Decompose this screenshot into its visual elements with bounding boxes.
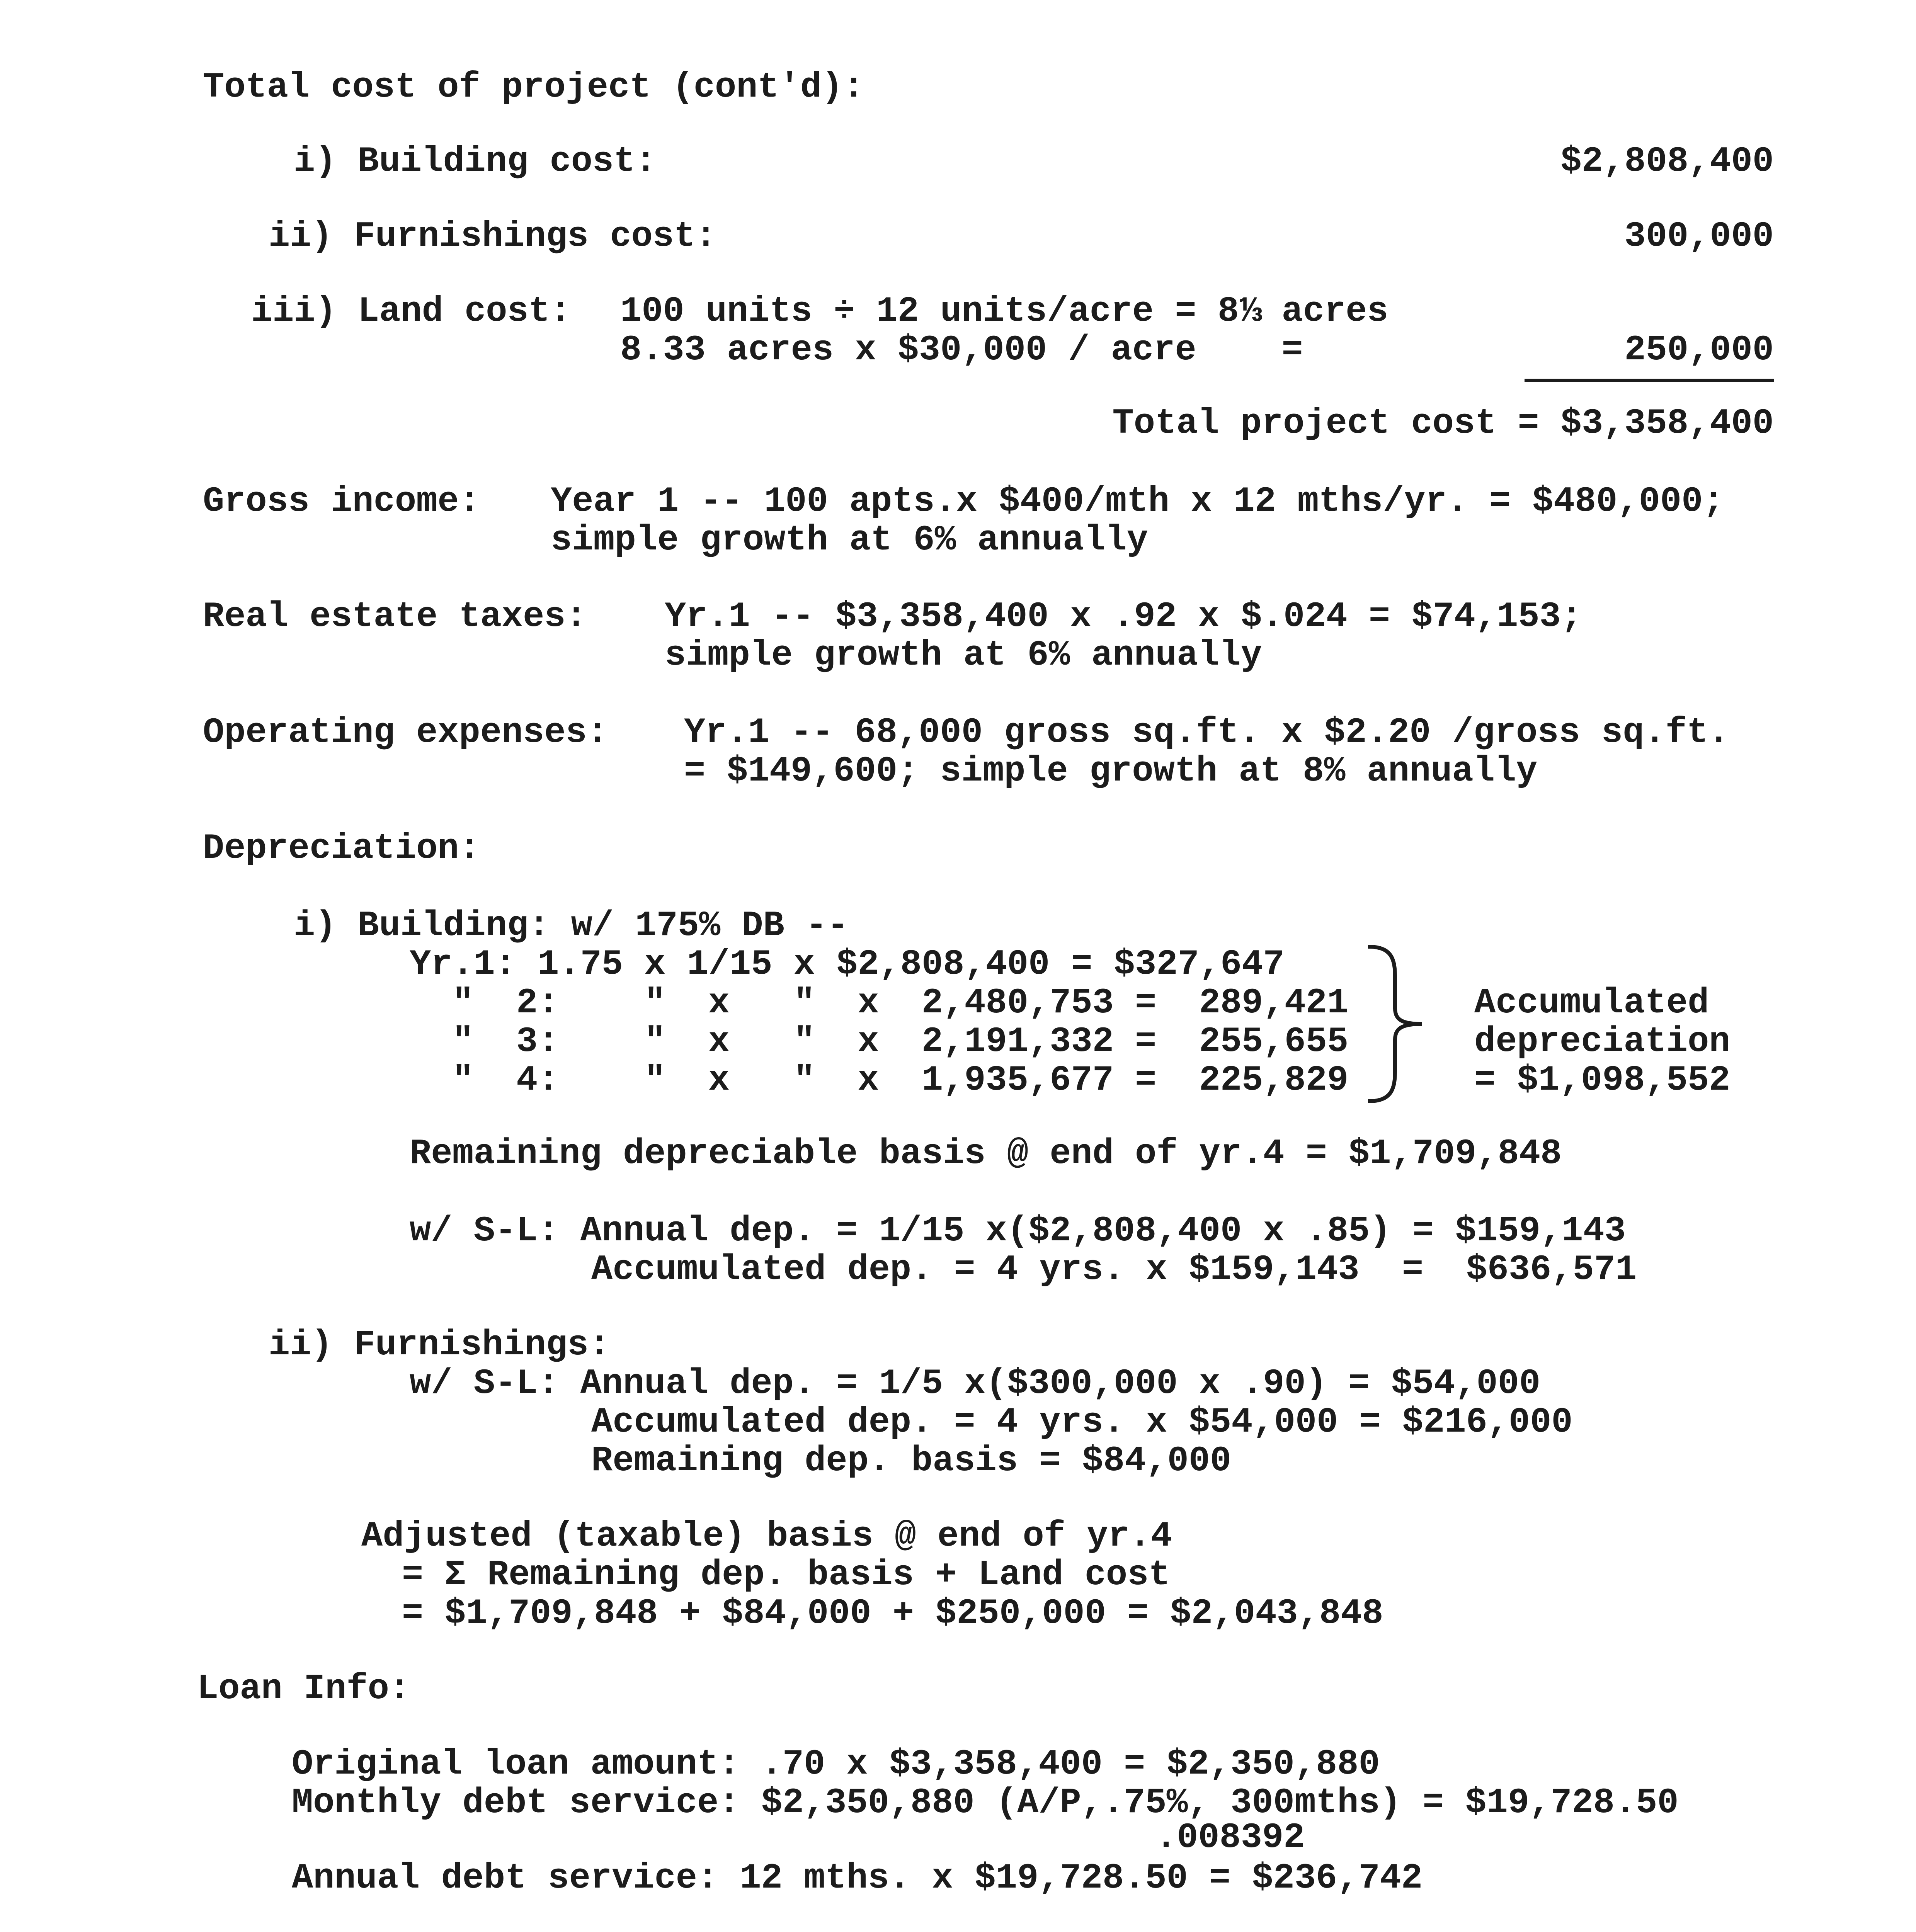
- land-cost-line2: 8.33 acres x $30,000 / acre =: [620, 330, 1303, 370]
- total-project-cost: Total project cost = $3,358,400: [1112, 403, 1774, 444]
- sl-accumulated: Accumulated dep. = 4 yrs. x $159,143 = $636,571: [591, 1249, 1637, 1290]
- loan-factor: .008392: [1155, 1817, 1305, 1858]
- gross-income-label: Gross income:: [203, 481, 480, 522]
- land-cost-label: iii) Land cost:: [251, 291, 572, 332]
- taxes-label: Real estate taxes:: [203, 596, 587, 637]
- depr-row-2: " 2: " x " x 2,480,753 = 289,421: [410, 983, 1349, 1023]
- furnishings-cost-label: ii) Furnishings cost:: [269, 216, 717, 257]
- depreciation-label: Depreciation:: [203, 828, 480, 869]
- loan-monthly: Monthly debt service: $2,350,880 (A/P,.75%, 300mths) = $19,728.50: [292, 1782, 1679, 1823]
- gross-income-line2: simple growth at 6% annually: [551, 520, 1148, 560]
- furnishings-depr-label: ii) Furnishings:: [269, 1325, 610, 1365]
- taxes-line1: Yr.1 -- $3,358,400 x .92 x $.024 = $74,153;: [665, 596, 1582, 637]
- land-cost-line1: 100 units ÷ 12 units/acre = 8⅓ acres: [620, 291, 1389, 332]
- depr-row-1: Yr.1: 1.75 x 1/15 x $2,808,400 = $327,647: [410, 944, 1285, 985]
- remaining-basis: Remaining depreciable basis @ end of yr.4 = $1,709,848: [410, 1133, 1562, 1174]
- operating-line1: Yr.1 -- 68,000 gross sq.ft. x $2.20 /gross sq.ft.: [684, 712, 1730, 753]
- depr-row-4: " 4: " x " x 1,935,677 = 225,829: [410, 1060, 1349, 1100]
- depr-row-3: " 3: " x " x 2,191,332 = 255,655: [410, 1021, 1349, 1062]
- loan-original: Original loan amount: .70 x $3,358,400 = $2,350,880: [292, 1744, 1380, 1784]
- accumulated-text-1: Accumulated: [1474, 983, 1709, 1023]
- right-brace-icon: [1364, 943, 1430, 1105]
- adjusted-basis-line2: = Σ Remaining dep. basis + Land cost: [402, 1554, 1170, 1595]
- operating-line2: = $149,600; simple growth at 8% annually: [684, 751, 1538, 791]
- furn-annual: w/ S-L: Annual dep. = 1/5 x($300,000 x .90) = $54,000: [410, 1363, 1541, 1404]
- building-depr-label: i) Building: w/ 175% DB --: [294, 905, 849, 946]
- building-cost-label: i) Building cost:: [294, 141, 657, 182]
- adjusted-basis-line3: = $1,709,848 + $84,000 + $250,000 = $2,043,848: [402, 1593, 1383, 1634]
- furnishings-cost-value: 300,000: [1624, 216, 1774, 257]
- adjusted-basis-line1: Adjusted (taxable) basis @ end of yr.4: [361, 1516, 1172, 1556]
- taxes-line2: simple growth at 6% annually: [665, 635, 1262, 675]
- building-cost-value: $2,808,400: [1560, 141, 1774, 182]
- accumulated-text-3: = $1,098,552: [1474, 1060, 1731, 1100]
- accumulated-text-2: depreciation: [1474, 1021, 1731, 1062]
- sl-annual: w/ S-L: Annual dep. = 1/15 x($2,808,400 x .85) = $159,143: [410, 1211, 1626, 1251]
- page-heading: Total cost of project (cont'd):: [203, 67, 864, 107]
- gross-income-line1: Year 1 -- 100 apts.x $400/mth x 12 mths/yr. = $480,000;: [551, 481, 1724, 522]
- loan-label: Loan Info:: [197, 1668, 411, 1709]
- subtotal-rule: [1525, 379, 1774, 382]
- furn-remaining: Remaining dep. basis = $84,000: [591, 1440, 1232, 1481]
- operating-label: Operating expenses:: [203, 712, 608, 753]
- furn-accumulated: Accumulated dep. = 4 yrs. x $54,000 = $216,000: [591, 1402, 1573, 1442]
- land-cost-value: 250,000: [1624, 330, 1774, 370]
- loan-annual: Annual debt service: 12 mths. x $19,728.50 = $236,742: [292, 1858, 1423, 1898]
